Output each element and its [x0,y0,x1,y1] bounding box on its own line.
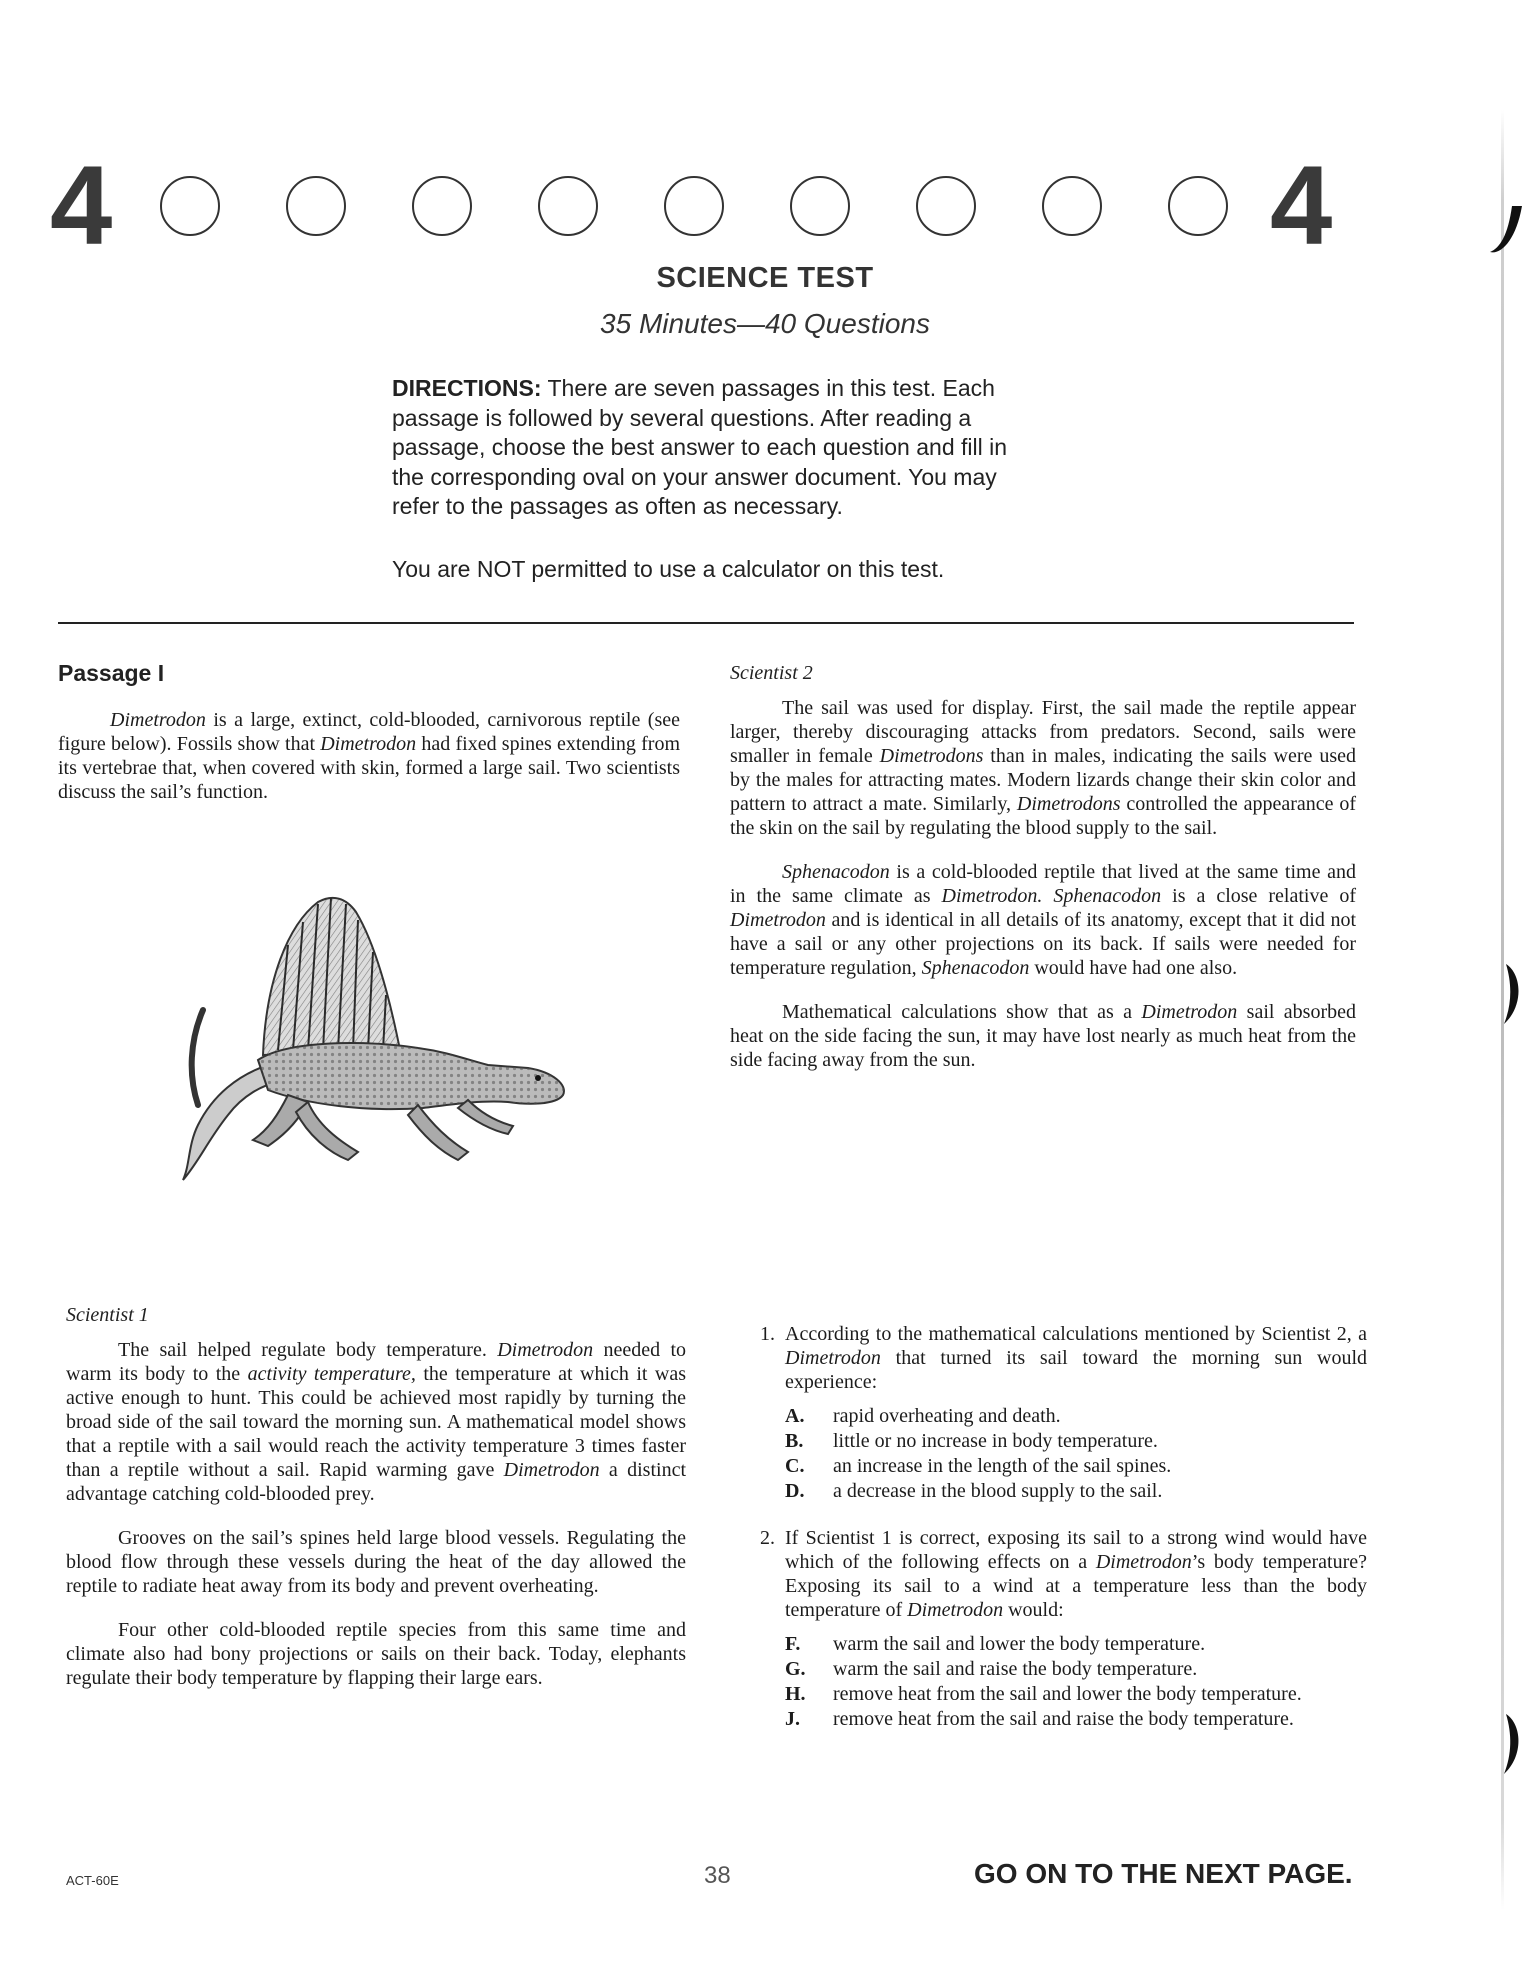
header-oval [1042,176,1102,236]
header-oval [664,176,724,236]
option-letter: D. [785,1480,805,1502]
scientist2-paragraph-1 [730,696,1356,840]
option-letter: A. [785,1405,805,1427]
binder-ring-icon [1486,200,1526,270]
scientist1-text [66,1338,686,1710]
header-divider [58,622,1354,624]
passage-intro-paragraph [58,708,680,804]
stem-text: ’s body temperature? Exposing its sail to a wind at a temperature less than the body temperature of [785,1551,1367,1621]
answer-option-c[interactable] [785,1454,1367,1478]
s2-text: The sail was used for display. First, the sail made the reptile appear larger, thereby discouraging attacks from predators. Second, sails were smaller in female [730,697,1356,767]
answer-option-j[interactable] [785,1707,1367,1731]
option-text: warm the sail and raise the body temperature. [833,1658,1198,1680]
s2-text: is a cold-blooded reptile that lived at the same time and in the same climate as [730,861,1356,907]
next-page-instruction: GO ON TO THE NEXT PAGE. [974,1858,1353,1889]
form-code: ACT-60E [66,1873,119,1888]
binder-ring-icon [1486,1710,1526,1780]
calculator-note: You are NOT permitted to use a calculator on this test. [392,556,945,582]
answer-option-a[interactable] [785,1404,1367,1428]
answer-options [785,1632,1367,1731]
section-number-right: 4 [1270,143,1333,268]
dimetrodon-figure [168,890,576,1190]
s1-text: a distinct advantage catching cold-blooded prey. [66,1459,686,1505]
passage-title: Passage I [58,660,165,686]
header-oval [286,176,346,236]
header-oval [1168,176,1228,236]
scientist2-text [730,696,1356,1092]
term-dimetrodon: Dimetrodon. [941,885,1043,907]
term-sphenacodon: Sphenacodon [1053,885,1162,907]
s2-text: Mathematical calculations show that as a [782,1001,1142,1023]
option-text: remove heat from the sail and lower the body temperature. [833,1683,1302,1705]
header-oval [538,176,598,236]
s2-space [1042,885,1053,907]
answer-options [785,1404,1367,1503]
s2-text: and is identical in all details of its anatomy, except that it did not have a sail or any other projections on its back. If sails were needed for temperature regulation, [730,909,1356,979]
stem-text: would: [1003,1599,1064,1621]
passage-intro [58,708,680,824]
scientist2-paragraph-3 [730,1000,1356,1072]
answer-option-g[interactable] [785,1657,1367,1681]
s2-text: is a close relative of [1161,885,1356,907]
stem-text: If Scientist 1 is correct, exposing its sail to a strong wind would have which of the following effects on a [785,1527,1367,1573]
option-letter: C. [785,1455,805,1477]
term-dimetrodon: Dimetrodon [1141,1001,1238,1023]
header-oval [412,176,472,236]
intro-text: is a large, extinct, cold-blooded, carnivorous reptile (see figure below). Fossils show that [58,709,680,755]
header-oval [790,176,850,236]
term-dimetrodon: Dimetrodon [1095,1551,1192,1573]
term-sphenacodon: Sphenacodon [782,861,890,883]
option-text: remove heat from the sail and raise the body temperature. [833,1708,1294,1730]
term-sphenacodon: Sphenacodon [921,957,1030,979]
term-dimetrodon: Dimetrodon [320,733,417,755]
option-text: an increase in the length of the sail spines. [833,1455,1172,1477]
option-text: little or no increase in body temperature. [833,1430,1158,1452]
page-number: 38 [704,1862,731,1889]
answer-option-b[interactable] [785,1429,1367,1453]
section-number-left: 4 [50,143,113,268]
s1-text: needed to warm its body to the [66,1339,686,1385]
option-text: a decrease in the blood supply to the sail. [833,1480,1163,1502]
option-letter: G. [785,1658,806,1680]
scientist1-paragraph-3: Four other cold-blooded reptile species from this same time and climate also had bony projections or sails on their back. Today, elephants regulate their body temperature by flapping their large ears. [66,1619,686,1689]
s2-text: than in males, indicating the sails were used by the males for attracting mates. Modern lizards change their skin color and pattern to attract a mate. Similarly, [730,745,1356,815]
term-dimetrodon: Dimetrodon [110,709,206,731]
header-oval [160,176,220,236]
term-dimetrodons: Dimetrodons [1016,793,1121,815]
question-2 [745,1526,1367,1732]
question-1 [745,1322,1367,1504]
answer-option-h[interactable] [785,1682,1367,1706]
header-oval [916,176,976,236]
scientist1-heading: Scientist 1 [66,1304,149,1326]
option-letter: F. [785,1633,801,1655]
question-stem [785,1526,1367,1622]
option-letter: B. [785,1430,804,1452]
answer-option-f[interactable] [785,1632,1367,1656]
scientist2-heading: Scientist 2 [730,662,813,684]
scientist1-paragraph-1 [66,1338,686,1506]
scientist1-paragraph-2: Grooves on the sail’s spines held large blood vessels. Regulating the blood flow through these vessels during the heat of the day allowed the reptile to radiate heat away from its body and prevent overheating. [66,1527,686,1597]
scientist2-paragraph-2 [730,860,1356,980]
option-text: warm the sail and lower the body temperature. [833,1633,1206,1655]
term-dimetrodon: Dimetrodon [730,909,826,931]
term-dimetrodon: Dimetrodon [907,1599,1004,1621]
term-dimetrodon: Dimetrodon [785,1347,881,1369]
s2-text: sail absorbed heat on the side facing the sun, it may have lost nearly as much heat from the side facing away from the sun. [730,1001,1356,1071]
question-number: 2. [760,1527,775,1549]
s1-text: the temperature at which it was active enough to hunt. This could be achieved most rapidly by turning the broad side of the sail toward the morning sun. A mathematical model shows that a reptile with a sail would reach the activity temperature 3 times faster than a reptile without a sail. Rapid warming gave [66,1363,686,1481]
test-subtitle: 35 Minutes—40 Questions [600,308,930,339]
directions-block [392,374,1012,522]
term-dimetrodon: Dimetrodon [503,1459,600,1481]
question-number: 1. [760,1323,775,1345]
option-text: rapid overheating and death. [833,1405,1061,1427]
option-letter: J. [785,1708,800,1730]
directions-text: There are seven passages in this test. Each passage is followed by several questions. After reading a passage, choose the best answer to each question and fill in the corresponding oval on your answer document. You may refer to the passages as often as necessary. [392,375,1008,519]
stem-text: According to the mathematical calculations mentioned by Scientist 2, a [785,1323,1367,1345]
s2-text: would have had one also. [1029,957,1238,979]
test-title: SCIENCE TEST [656,262,874,294]
stem-text: that turned its sail toward the morning sun would experience: [785,1347,1367,1393]
answer-option-d[interactable] [785,1479,1367,1503]
intro-text: had fixed spines extending from its vertebrae that, when covered with skin, formed a large sail. Two scientists discuss the sail’s function. [58,733,681,803]
question-stem [785,1322,1367,1394]
directions-label: DIRECTIONS: [392,375,542,401]
binder-ring-icon [1486,960,1526,1030]
s1-text: The sail helped regulate body temperature. [118,1339,498,1361]
dimetrodon-illustration [168,890,576,1190]
term-activity-temperature: activity temperature, [247,1363,416,1385]
term-dimetrodons: Dimetrodons [879,745,984,767]
option-letter: H. [785,1683,806,1705]
s2-text: controlled the appearance of the skin on the sail by regulating the blood supply to the sail. [730,793,1356,839]
term-dimetrodon: Dimetrodon [497,1339,594,1361]
